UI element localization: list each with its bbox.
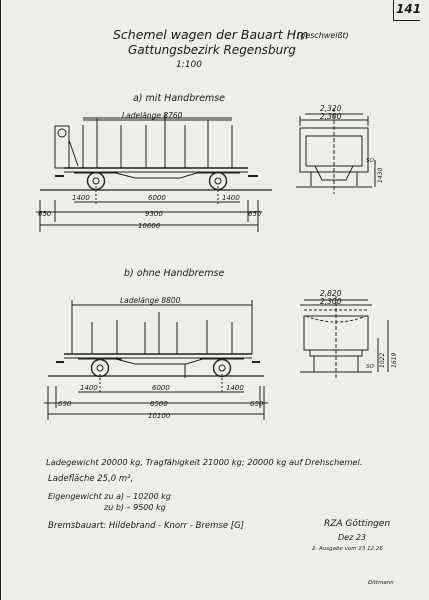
note-brake: Bremsbauart: Hildebrand - Knorr - Bremse [G] — [48, 521, 244, 531]
view-b-end-height-1022: 1022 — [379, 352, 386, 368]
view-a-dim-650-right: 650 — [248, 210, 262, 218]
view-a-dim-6000: 6000 — [148, 194, 166, 202]
view-b-loading-length: Ladelänge 8800 — [120, 296, 181, 305]
title-note: (geschweißt) — [297, 31, 349, 40]
view-a-dim-9300: 9300 — [145, 210, 163, 218]
edition-note: 2. Ausgabe vom 23.12.26 — [312, 546, 383, 552]
view-b-dim-10100: 10100 — [148, 412, 171, 420]
note-area: Ladefläche 25,0 m², — [48, 474, 134, 484]
view-b-dim-1400-right: 1400 — [226, 384, 244, 392]
view-a-dim-10600: 10600 — [138, 222, 161, 230]
view-b-dim-650-left: 650 — [58, 400, 72, 408]
note-tare-b: zu b) – 9500 kg — [104, 503, 166, 512]
view-a-dim-1400-left: 1400 — [72, 194, 90, 202]
view-b-dim-6000: 6000 — [152, 384, 170, 392]
view-a-end-width-2320: 2,320 — [320, 104, 342, 113]
view-a-dim-650-left: 650 — [38, 210, 52, 218]
note-tare-a: Eigengewicht zu a) – 10200 kg — [48, 492, 171, 501]
title-line1: Schemel wagen der Bauart Hm — [113, 27, 309, 42]
page-number: 141 — [396, 2, 422, 16]
view-a-heading: a) mit Handbremse — [133, 93, 226, 104]
title-scale: 1:100 — [176, 60, 202, 70]
view-a-end-height-1430: 1430 — [377, 167, 384, 183]
signature: Dittmann — [368, 580, 394, 586]
view-a-end-rail-mark: SO — [366, 158, 374, 164]
office-date: Dez 23 — [338, 533, 367, 542]
view-b-dim-1400-left: 1400 — [80, 384, 98, 392]
note-load: Ladegewicht 20000 kg, Tragfähigkeit 21000 kg; 20000 kg auf Drehschemel. — [46, 457, 363, 467]
view-b-end-elevation — [300, 296, 388, 378]
view-b-end-width-2820: 2,820 — [320, 289, 342, 298]
view-a-loading-length: Ladelänge 8760 — [122, 111, 183, 120]
view-b-end-height-1619: 1619 — [391, 352, 398, 368]
view-a-dim-1400-right: 1400 — [222, 194, 240, 202]
view-a-end-width-2300: 2,300 — [320, 112, 342, 121]
office-stamp: RZA Göttingen — [324, 519, 391, 529]
view-b-end-rail-mark: SO — [366, 364, 374, 370]
view-b-end-width-2300: 2,300 — [320, 297, 342, 306]
view-b-dim-8500: 8500 — [150, 400, 168, 408]
view-b-dim-650-right: 650 — [250, 400, 264, 408]
view-b-heading: b) ohne Handbremse — [124, 268, 225, 279]
title-line2: Gattungsbezirk Regensburg — [128, 43, 296, 57]
